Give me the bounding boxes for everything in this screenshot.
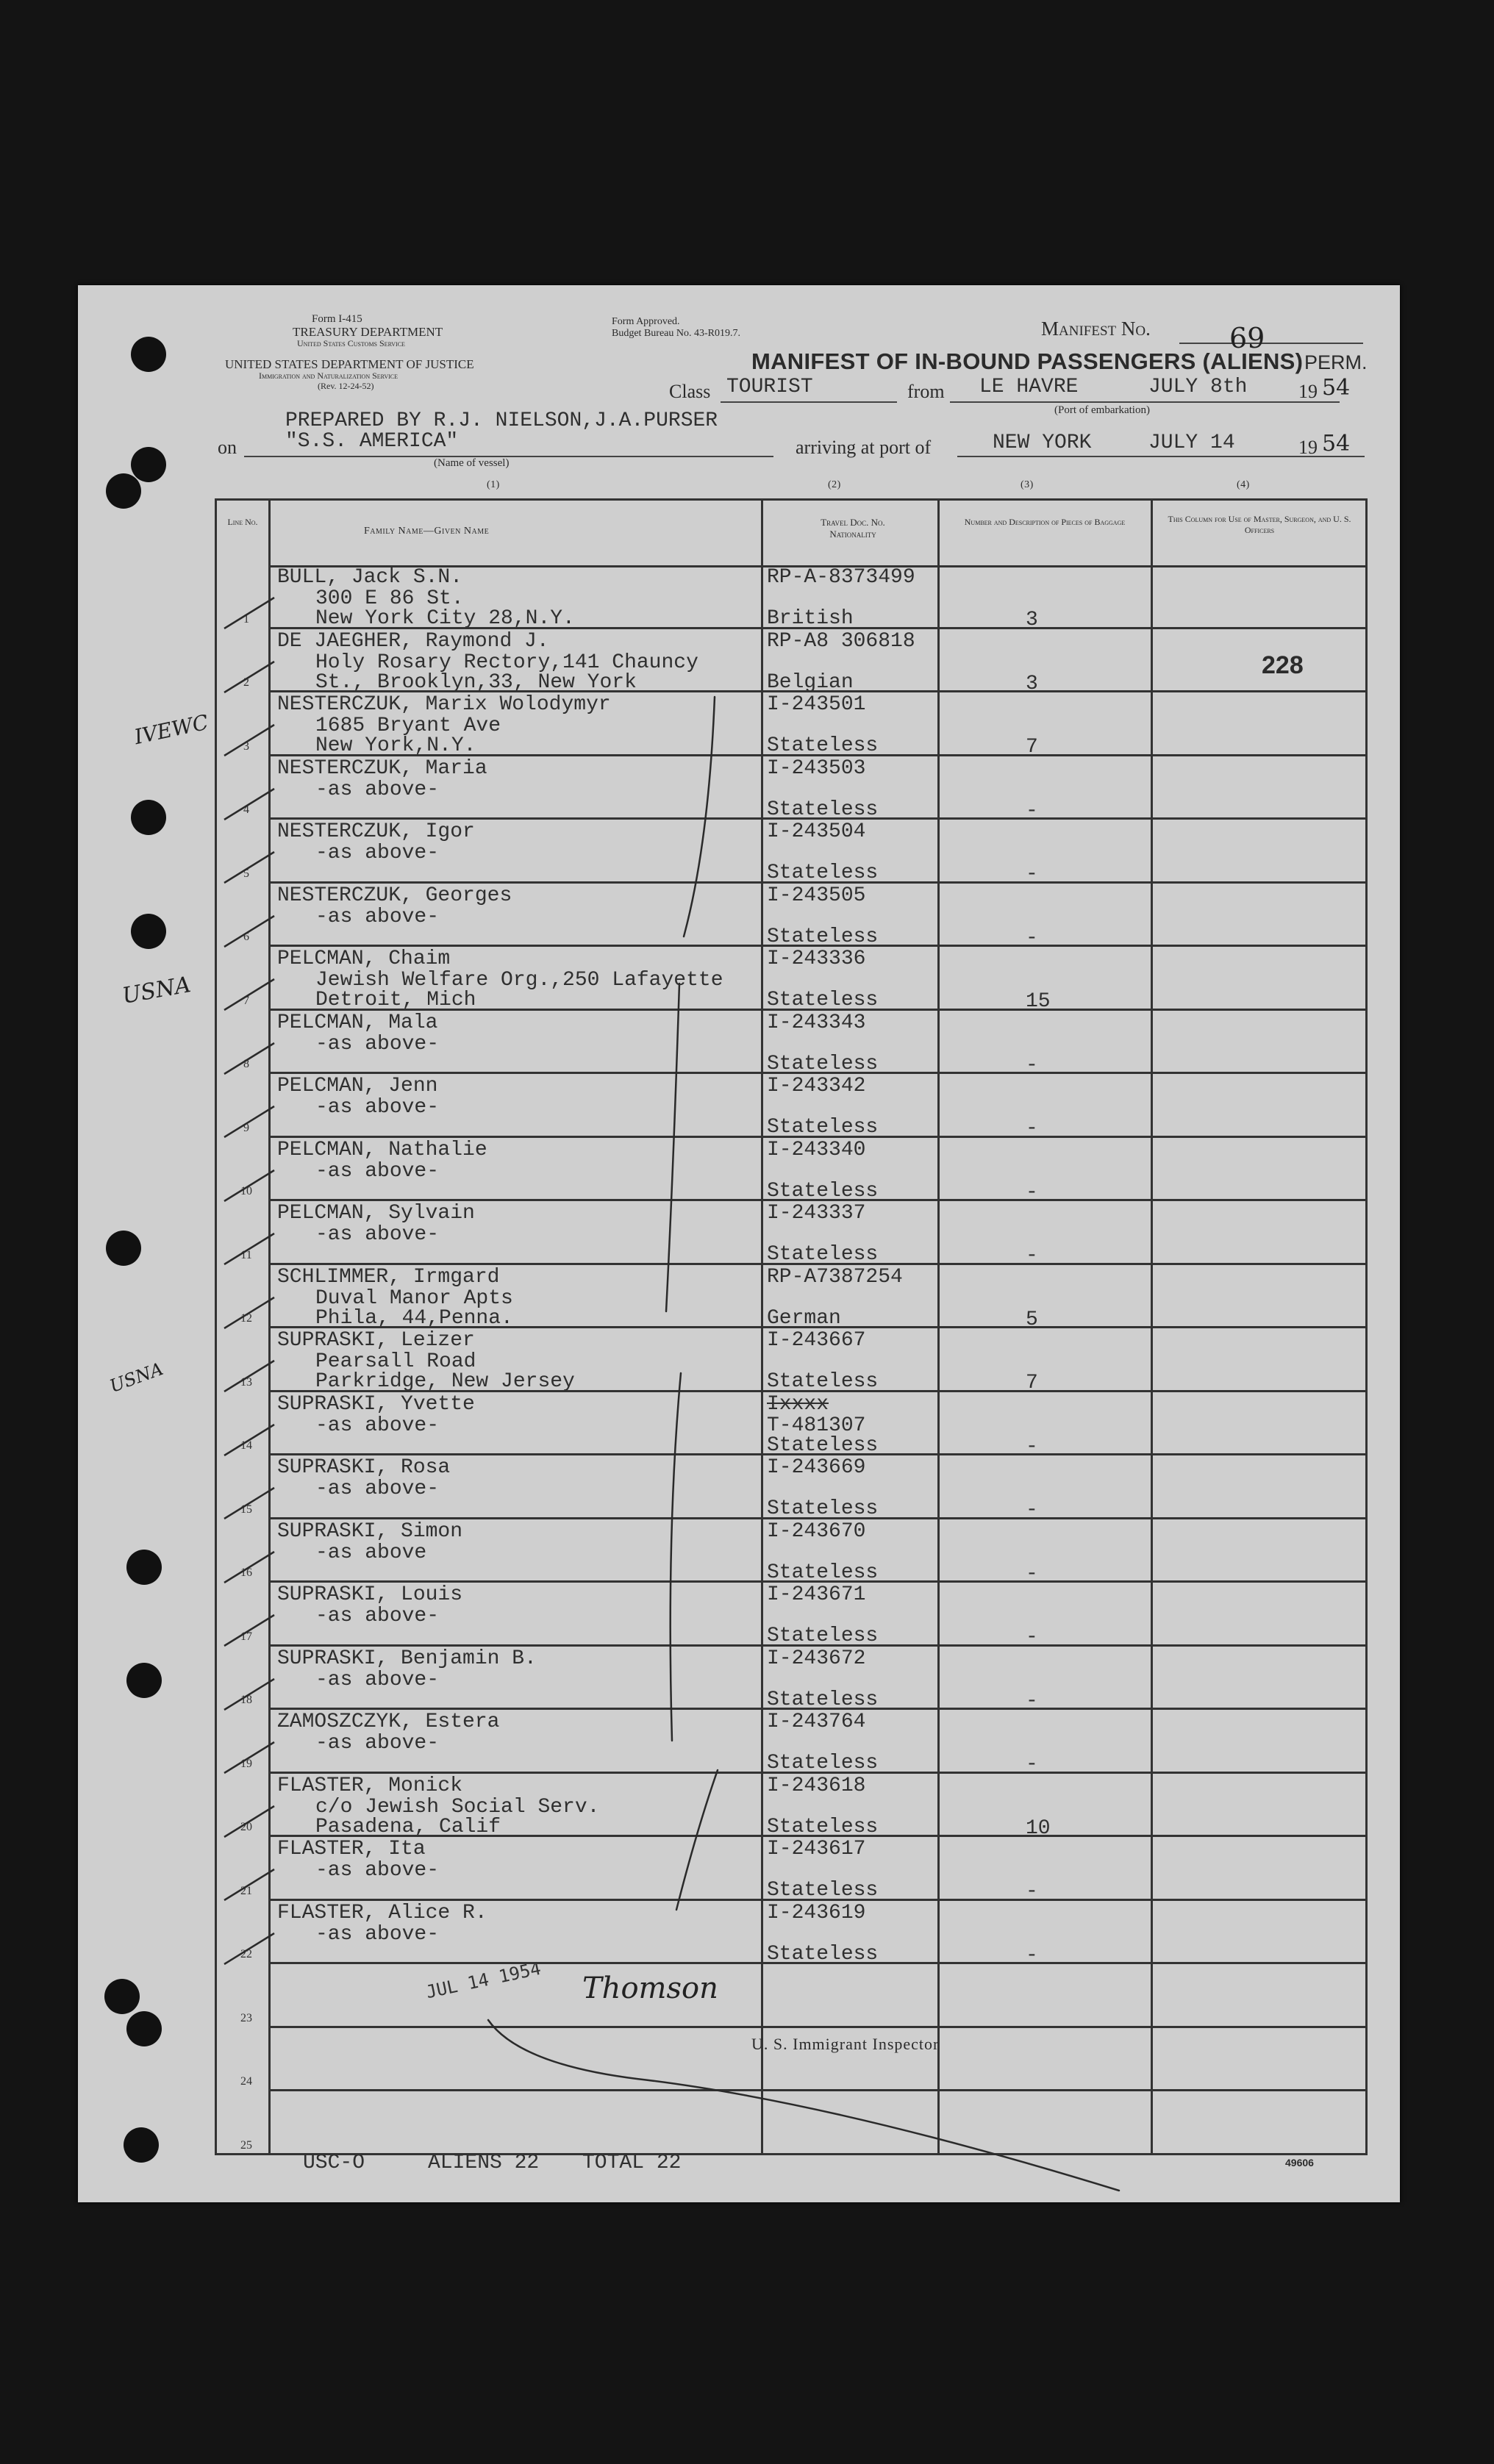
nationality: Stateless bbox=[767, 925, 879, 948]
vessel-name: "S.S. AMERICA" bbox=[285, 430, 459, 453]
nationality: Stateless bbox=[767, 1433, 879, 1457]
passenger-name: PELCMAN, Mala bbox=[277, 1011, 438, 1034]
address-line-1: -as above- bbox=[315, 778, 440, 801]
arrival-stamp-date: JUL 14 1954 bbox=[423, 1958, 543, 2003]
travel-doc-no: I-243336 bbox=[767, 948, 866, 970]
line-number: 10 bbox=[240, 1185, 252, 1197]
margin-note-2: USNA bbox=[120, 972, 193, 1009]
travel-doc-no-corrected: T-481307 bbox=[767, 1414, 866, 1437]
address-line-2: New York,N.Y. bbox=[315, 734, 476, 757]
travel-doc-no: I-243337 bbox=[767, 1202, 866, 1225]
line-number: 2 bbox=[243, 676, 249, 689]
passenger-name: SUPRASKI, Simon bbox=[277, 1519, 463, 1543]
baggage-count: 3 bbox=[1026, 672, 1038, 695]
address-line-1: -as above- bbox=[315, 1732, 440, 1755]
manifest-no-value: 69 bbox=[1229, 322, 1265, 354]
nationality: Stateless bbox=[767, 989, 879, 1011]
nationality: Stateless bbox=[767, 1625, 879, 1647]
baggage-count: - bbox=[1026, 1244, 1038, 1267]
form-approved: Form Approved. bbox=[612, 316, 680, 327]
address-line-1: Holy Rosary Rectory,141 Chauncy bbox=[315, 651, 698, 674]
line-number: 9 bbox=[243, 1121, 249, 1134]
baggage-count: - bbox=[1026, 1880, 1038, 1903]
line-number: 19 bbox=[240, 1757, 252, 1770]
line-number: 13 bbox=[240, 1375, 252, 1389]
footer-form-number: 49606 bbox=[1285, 2157, 1314, 2168]
arrival-date: JULY 14 bbox=[1148, 431, 1235, 454]
nationality: Stateless bbox=[767, 1815, 879, 1838]
line-number: 6 bbox=[243, 931, 249, 943]
nationality: British bbox=[767, 607, 854, 630]
baggage-count: - bbox=[1026, 1753, 1038, 1776]
address-line-2: Detroit, Mich bbox=[315, 989, 476, 1011]
agency-treasury: TREASURY DEPARTMENT bbox=[293, 325, 443, 339]
address-line-2: Parkridge, New Jersey bbox=[315, 1370, 575, 1393]
address-line-1: -as above- bbox=[315, 1032, 440, 1056]
baggage-count: - bbox=[1026, 926, 1038, 950]
travel-doc-no: I-243343 bbox=[767, 1011, 866, 1034]
from-label: from bbox=[907, 381, 945, 402]
line-number: 12 bbox=[240, 1312, 252, 1325]
footer-code: USC-O bbox=[303, 2152, 365, 2174]
arrival-year-prefix: 19 bbox=[1298, 437, 1318, 458]
line-number: 23 bbox=[240, 2011, 252, 2024]
col-number-2: (2) bbox=[828, 479, 841, 490]
baggage-count: 5 bbox=[1026, 1308, 1038, 1331]
line-number: 11 bbox=[240, 1248, 252, 1261]
passenger-name: NESTERCZUK, Maria bbox=[277, 756, 487, 780]
line-number: 16 bbox=[240, 1566, 252, 1579]
manifest-sheet bbox=[78, 285, 1400, 2202]
travel-doc-no: I-243667 bbox=[767, 1329, 866, 1352]
line-number: 22 bbox=[240, 1948, 252, 1960]
travel-doc-no: I-243503 bbox=[767, 756, 866, 780]
travel-doc-no: RP-A-8373499 bbox=[767, 566, 915, 589]
nationality: Stateless bbox=[767, 862, 879, 884]
address-line-1: -as above- bbox=[315, 1478, 440, 1500]
inspector-signature: Thomson bbox=[582, 1971, 718, 2005]
passenger-name: NESTERCZUK, Igor bbox=[277, 820, 475, 843]
margin-note-1: IVEWC bbox=[132, 709, 211, 750]
address-line-2: Phila, 44,Penna. bbox=[315, 1306, 513, 1330]
passenger-name: NESTERCZUK, Georges bbox=[277, 884, 512, 907]
passenger-name: ZAMOSZCZYK, Estera bbox=[277, 1711, 500, 1733]
footer-aliens: ALIENS 22 bbox=[428, 2152, 540, 2174]
baggage-count: - bbox=[1026, 1117, 1038, 1140]
travel-doc-no: I-243672 bbox=[767, 1647, 866, 1670]
nationality: Stateless bbox=[767, 1752, 879, 1774]
address-line-1: Duval Manor Apts bbox=[315, 1286, 513, 1310]
travel-doc-no: I-243671 bbox=[767, 1583, 866, 1606]
travel-doc-no: I-243764 bbox=[767, 1711, 866, 1733]
baggage-count: - bbox=[1026, 1944, 1038, 1967]
footer-total: TOTAL 22 bbox=[582, 2152, 682, 2174]
nationality: Stateless bbox=[767, 1688, 879, 1711]
agency-justice: UNITED STATES DEPARTMENT OF JUSTICE bbox=[225, 357, 474, 371]
col-number-1: (1) bbox=[487, 479, 500, 490]
agency-ins: Immigration and Naturalization Service bbox=[259, 370, 398, 381]
nationality: Stateless bbox=[767, 1942, 879, 1966]
baggage-count: - bbox=[1026, 1626, 1038, 1649]
passenger-name: FLASTER, Monick bbox=[277, 1774, 463, 1797]
line-number: 1 bbox=[243, 612, 249, 626]
baggage-count: - bbox=[1026, 1562, 1038, 1586]
perm-label: PERM. bbox=[1304, 351, 1368, 373]
address-line-2: Pasadena, Calif bbox=[315, 1815, 501, 1838]
address-line-1: -as above- bbox=[315, 1859, 440, 1882]
from-year: 54 bbox=[1322, 375, 1351, 401]
baggage-count: 7 bbox=[1026, 736, 1038, 759]
nationality: Stateless bbox=[767, 734, 879, 757]
budget-bureau: Budget Bureau No. 43-R019.7. bbox=[612, 328, 740, 339]
address-line-1: -as above- bbox=[315, 1223, 440, 1246]
address-line-1: -as above- bbox=[315, 1922, 440, 1946]
nationality: Stateless bbox=[767, 798, 879, 821]
baggage-count: 3 bbox=[1026, 609, 1038, 631]
baggage-count: 15 bbox=[1026, 990, 1051, 1013]
line-number: 8 bbox=[243, 1058, 249, 1070]
line-number: 25 bbox=[240, 2138, 252, 2152]
from-date: JULY 8th bbox=[1148, 376, 1248, 398]
travel-doc-no: I-243340 bbox=[767, 1138, 866, 1161]
arriving-label: arriving at port of bbox=[796, 437, 932, 458]
nationality: Stateless bbox=[767, 1243, 879, 1266]
address-line-1: Jewish Welfare Org.,250 Lafayette bbox=[315, 969, 723, 992]
col4-number: 228 bbox=[1262, 651, 1304, 679]
travel-doc-no: Ixxxx bbox=[767, 1392, 829, 1416]
col-number-3: (3) bbox=[1021, 479, 1034, 490]
baggage-count: - bbox=[1026, 1053, 1038, 1077]
line-number: 15 bbox=[240, 1503, 252, 1516]
passenger-name: FLASTER, Alice R. bbox=[277, 1901, 487, 1924]
passenger-name: PELCMAN, Jenn bbox=[277, 1075, 438, 1097]
address-line-1: c/o Jewish Social Serv. bbox=[315, 1795, 600, 1819]
port-embarkation-caption: (Port of embarkation) bbox=[1054, 404, 1150, 416]
address-line-1: -as above- bbox=[315, 1414, 440, 1437]
address-line-1: -as above- bbox=[315, 1159, 440, 1183]
nationality: Stateless bbox=[767, 1116, 879, 1139]
manifest-no-label: Manifest No. bbox=[1041, 318, 1151, 340]
baggage-count: 7 bbox=[1026, 1372, 1038, 1394]
address-line-1: 300 E 86 St. bbox=[315, 587, 464, 610]
nationality: Stateless bbox=[767, 1497, 879, 1520]
from-year-prefix: 19 bbox=[1298, 381, 1318, 402]
passenger-name: SUPRASKI, Leizer bbox=[277, 1329, 475, 1352]
line-number: 7 bbox=[243, 994, 249, 1007]
header-officers: This Column for Use of Master, Surgeon, and U. S. Officers bbox=[1168, 514, 1351, 535]
agency-customs: United States Customs Service bbox=[297, 338, 405, 348]
passenger-name: NESTERCZUK, Marix Wolodymyr bbox=[277, 693, 611, 716]
travel-doc-no: I-243504 bbox=[767, 820, 866, 843]
nationality: Stateless bbox=[767, 1879, 879, 1902]
nationality: German bbox=[767, 1306, 841, 1330]
arrival-year: 54 bbox=[1322, 431, 1351, 456]
header-baggage: Number and Description of Pieces of Baggage bbox=[964, 517, 1126, 527]
baggage-count: - bbox=[1026, 1689, 1038, 1713]
prepared-by: PREPARED BY R.J. NIELSON,J.A.PURSER bbox=[285, 409, 718, 432]
nationality: Stateless bbox=[767, 1561, 879, 1584]
travel-doc-no: I-243619 bbox=[767, 1901, 866, 1924]
travel-doc-no: I-243617 bbox=[767, 1838, 866, 1860]
margin-note-3: USNA bbox=[107, 1358, 166, 1397]
travel-doc-no: I-243669 bbox=[767, 1456, 866, 1479]
baggage-count: - bbox=[1026, 1181, 1038, 1204]
passenger-name: PELCMAN, Sylvain bbox=[277, 1202, 475, 1225]
line-number: 18 bbox=[240, 1694, 252, 1706]
travel-doc-no: I-243342 bbox=[767, 1075, 866, 1097]
travel-doc-no: RP-A8 306818 bbox=[767, 629, 915, 653]
header-line-no: Line No. bbox=[227, 517, 258, 527]
address-line-1: -as above bbox=[315, 1541, 427, 1564]
address-line-1: -as above- bbox=[315, 1668, 440, 1691]
nationality: Belgian bbox=[767, 670, 854, 694]
address-line-1: -as above- bbox=[315, 842, 440, 864]
line-number: 24 bbox=[240, 2075, 252, 2088]
vessel-caption: (Name of vessel) bbox=[434, 457, 510, 469]
travel-doc-no: I-243670 bbox=[767, 1519, 866, 1543]
inspector-title: U. S. Immigrant Inspector bbox=[751, 2035, 940, 2053]
travel-doc-no: RP-A7387254 bbox=[767, 1265, 903, 1289]
address-line-1: -as above- bbox=[315, 1605, 440, 1627]
form-revision: (Rev. 12-24-52) bbox=[318, 381, 374, 391]
passenger-name: BULL, Jack S.N. bbox=[277, 566, 463, 589]
col-number-4: (4) bbox=[1237, 479, 1250, 490]
line-number: 5 bbox=[243, 867, 249, 880]
header-doc: Travel Doc. No. Nationality bbox=[821, 517, 885, 540]
baggage-count: - bbox=[1026, 863, 1038, 886]
address-line-2: New York City 28,N.Y. bbox=[315, 607, 575, 630]
class-label: Class bbox=[669, 381, 711, 402]
on-label: on bbox=[218, 437, 237, 458]
travel-doc-no: I-243505 bbox=[767, 884, 866, 907]
passenger-name: FLASTER, Ita bbox=[277, 1838, 426, 1860]
travel-doc-no: I-243618 bbox=[767, 1774, 866, 1797]
line-number: 4 bbox=[243, 803, 249, 816]
address-line-1: -as above- bbox=[315, 1096, 440, 1119]
class-value: TOURIST bbox=[726, 376, 813, 398]
line-number: 14 bbox=[240, 1439, 252, 1452]
address-line-1: -as above- bbox=[315, 905, 440, 928]
line-number: 17 bbox=[240, 1630, 252, 1643]
baggage-count: - bbox=[1026, 799, 1038, 823]
passenger-name: PELCMAN, Nathalie bbox=[277, 1138, 487, 1161]
line-number: 21 bbox=[240, 1884, 252, 1897]
address-line-2: St., Brooklyn,33, New York bbox=[315, 670, 637, 694]
baggage-count: - bbox=[1026, 1435, 1038, 1458]
nationality: Stateless bbox=[767, 1179, 879, 1203]
address-line-1: Pearsall Road bbox=[315, 1350, 476, 1373]
passenger-name: SUPRASKI, Louis bbox=[277, 1583, 463, 1606]
nationality: Stateless bbox=[767, 1370, 879, 1393]
passenger-name: SCHLIMMER, Irmgard bbox=[277, 1265, 500, 1289]
arrival-port: NEW YORK bbox=[993, 431, 1092, 454]
pencil-marks bbox=[78, 285, 1400, 2202]
from-port: LE HAVRE bbox=[979, 376, 1079, 398]
travel-doc-no: I-243501 bbox=[767, 693, 866, 716]
passenger-name: SUPRASKI, Yvette bbox=[277, 1392, 475, 1416]
baggage-count: - bbox=[1026, 1499, 1038, 1522]
form-number: Form I-415 bbox=[312, 313, 362, 325]
passenger-name: PELCMAN, Chaim bbox=[277, 948, 451, 970]
passenger-name: SUPRASKI, Rosa bbox=[277, 1456, 451, 1479]
address-line-1: 1685 Bryant Ave bbox=[315, 715, 501, 737]
nationality: Stateless bbox=[767, 1052, 879, 1075]
passenger-name: DE JAEGHER, Raymond J. bbox=[277, 629, 549, 653]
passenger-name: SUPRASKI, Benjamin B. bbox=[277, 1647, 537, 1670]
header-name: Family Name—Given Name bbox=[364, 526, 490, 537]
line-number: 3 bbox=[243, 739, 249, 753]
manifest-title: MANIFEST OF IN-BOUND PASSENGERS (ALIENS) bbox=[751, 348, 1304, 374]
baggage-count: 10 bbox=[1026, 1816, 1051, 1840]
line-number: 20 bbox=[240, 1821, 252, 1833]
